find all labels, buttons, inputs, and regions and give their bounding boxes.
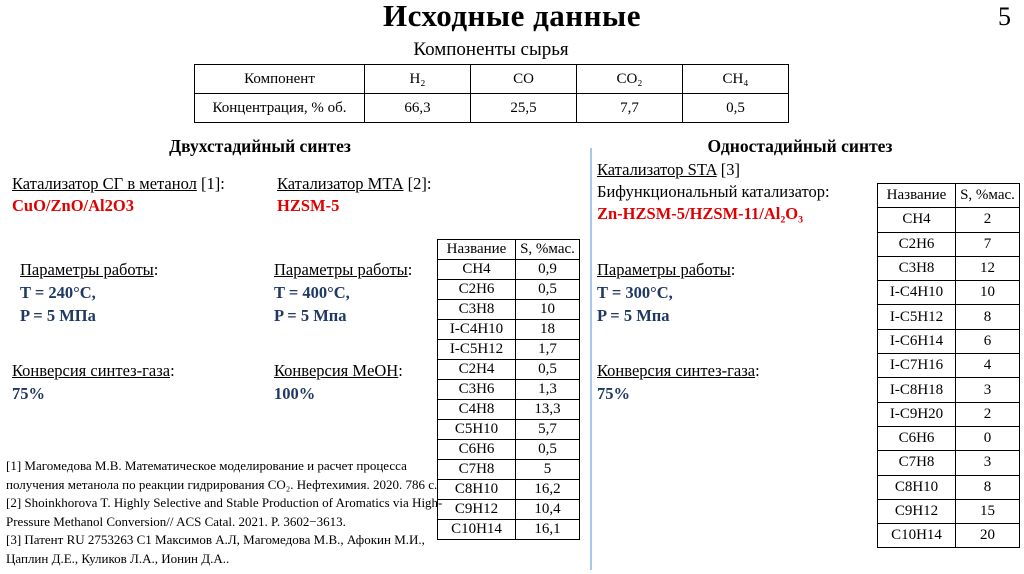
selectivity-cell: C10H14 [878,524,956,548]
selectivity-row [438,360,580,380]
selectivity-row [878,329,1020,353]
selectivity-row [878,232,1020,256]
selectivity-cell: I-C9H20 [878,402,956,426]
selectivity-cell: C4H8 [438,400,516,420]
feed-data-row [195,94,789,123]
selectivity-cell: C3H6 [438,380,516,400]
reference-marker: [3] [716,160,740,179]
selectivity-cell: I-C6H14 [878,329,956,353]
feed-table-caption: Компоненты сырья [413,39,569,60]
selectivity-row [878,354,1020,378]
selectivity-cell: 10,4 [516,500,580,520]
feed-value: 0,5 [683,94,789,123]
selectivity-row [438,440,580,460]
selectivity-row [878,256,1020,280]
params-label: Параметры работы: [597,260,736,279]
selectivity-cell: C9H12 [878,499,956,523]
params-stage1-block [20,258,158,327]
selectivity-row [878,475,1020,499]
selectivity-cell: 2 [956,208,1020,232]
selectivity-row [438,320,580,340]
feed-row-label: Концентрация, % об. [195,94,365,123]
reference-marker: [1]: [196,174,225,193]
selectivity-cell: 1,7 [516,340,580,360]
selectivity-cell: 2 [956,402,1020,426]
selectivity-row [438,420,580,440]
two-stage-catalyst-sg-block [12,173,225,217]
selectivity-cell: 8 [956,475,1020,499]
catalyst-sg-name: CuO/ZnO/Al2O3 [12,196,134,215]
two-stage-catalyst-mta-block [277,173,431,217]
conversion-label: Конверсия синтез-газа: [597,361,760,380]
selectivity-cell: 16,2 [516,480,580,500]
selectivity-row [878,378,1020,402]
selectivity-cell: 8 [956,305,1020,329]
selectivity-cell: C7H8 [878,451,956,475]
page-title: Исходные данные [382,0,641,33]
selectivity-row [438,520,580,540]
selectivity-cell: CH4 [438,260,516,280]
selectivity-cell: 5,7 [516,420,580,440]
reference-marker: [2]: [403,174,432,193]
feed-header-row [195,65,789,94]
conversion-syngas-block [12,359,175,405]
page-number: 5 [998,2,1011,31]
catalyst-mta-name: HZSM-5 [277,196,340,215]
selectivity-cell: 13,3 [516,400,580,420]
selectivity-cell: 10 [956,281,1020,305]
selectivity-cell: 7 [956,232,1020,256]
conversion-value: 100% [274,384,316,403]
selectivity-cell: 0 [956,426,1020,450]
selectivity-cell: I-C4H10 [878,281,956,305]
selectivity-column-header: S, %мас. [956,184,1020,208]
references-block [6,457,448,569]
selectivity-cell: I-C5H12 [878,305,956,329]
selectivity-cell: I-C5H12 [438,340,516,360]
selectivity-cell: I-C8H18 [878,378,956,402]
bifunctional-label: Бифункциональный катализатор: [597,182,830,201]
selectivity-cell: 10 [516,300,580,320]
feed-column-header: CO [471,65,577,94]
conversion-syngas-one-stage-block [597,359,760,405]
catalyst-sta-label: Катализатор STA [3] [597,160,740,179]
selectivity-cell: 18 [516,320,580,340]
conversion-value: 75% [597,384,630,403]
selectivity-cell: 15 [956,499,1020,523]
selectivity-cell: 6 [956,329,1020,353]
selectivity-column-header: Название [438,240,516,260]
conversion-label: Конверсия MeOH: [274,361,403,380]
selectivity-cell: C6H6 [438,440,516,460]
temperature-value: T = 240°C, [20,283,96,302]
selectivity-cell: CH4 [878,208,956,232]
conversion-meoh-block [274,359,403,405]
reference: [1] Магомедова М.В. Математическое моделирование и расчет процесса получения метанола по реакции гидрирования CO₂. Нефтехимия. 2020. 786 с. [6,458,438,492]
selectivity-cell: 0,5 [516,280,580,300]
feed-value: 66,3 [365,94,471,123]
feed-column-header: CH₄ [683,65,789,94]
feed-column-header: CO₂ [577,65,683,94]
selectivity-cell: 4 [956,354,1020,378]
selectivity-header-row [878,184,1020,208]
pressure-value: P = 5 Мпа [274,306,347,325]
selectivity-cell: C8H10 [438,480,516,500]
selectivity-cell: I-C4H10 [438,320,516,340]
selectivity-row [878,281,1020,305]
selectivity-row [438,400,580,420]
selectivity-table-one-stage [877,183,1020,548]
temperature-value: T = 400°C, [274,283,350,302]
pressure-value: P = 5 Мпа [597,306,670,325]
one-stage-heading: Одностадийный синтез [707,136,893,156]
two-stage-heading: Двухстадийный синтез [169,136,351,156]
selectivity-cell: 3 [956,451,1020,475]
feed-column-header: Компонент [195,65,365,94]
selectivity-header-row [438,240,580,260]
selectivity-row [438,480,580,500]
reference: [3] Патент RU 2753263 C1 Максимов А.Л, Магомедова М.В., Афокин М.И., Цаплин Д.Е., Куликов Л.А., Ионин Д.А.. [6,532,425,566]
one-stage-catalyst-block [597,159,830,225]
selectivity-row [878,305,1020,329]
params-one-stage-block [597,258,735,327]
selectivity-row [878,426,1020,450]
selectivity-row [438,300,580,320]
selectivity-cell: C2H6 [878,232,956,256]
feed-value: 25,5 [471,94,577,123]
selectivity-row [438,460,580,480]
conversion-label: Конверсия синтез-газа: [12,361,175,380]
section-divider [590,148,592,570]
selectivity-cell: 3 [956,378,1020,402]
reference: [2] Shoinkhorova T. Highly Selective and Stable Production of Aromatics via High-Pressure Methanol Conversion// ACS Catal. 2021. P. 3602−3613. [6,495,443,529]
catalyst-sg-label: Катализатор СГ в метанол [1]: [12,174,225,193]
conversion-value: 75% [12,384,45,403]
selectivity-cell: C3H8 [878,256,956,280]
selectivity-cell: C5H10 [438,420,516,440]
feed-components-table [194,64,789,123]
selectivity-cell: C9H12 [438,500,516,520]
selectivity-cell: 16,1 [516,520,580,540]
selectivity-cell: C2H4 [438,360,516,380]
selectivity-row [438,260,580,280]
selectivity-cell: C8H10 [878,475,956,499]
selectivity-cell: 20 [956,524,1020,548]
params-stage2-block [274,258,412,327]
feed-column-header: H₂ [365,65,471,94]
params-label: Параметры работы: [20,260,159,279]
selectivity-cell: I-C7H16 [878,354,956,378]
selectivity-row [438,280,580,300]
selectivity-column-header: S, %мас. [516,240,580,260]
selectivity-row [878,524,1020,548]
selectivity-row [438,500,580,520]
selectivity-cell: 12 [956,256,1020,280]
selectivity-column-header: Название [878,184,956,208]
selectivity-row [878,402,1020,426]
selectivity-row [438,380,580,400]
selectivity-cell: C10H14 [438,520,516,540]
selectivity-cell: C2H6 [438,280,516,300]
selectivity-cell: 0,5 [516,440,580,460]
selectivity-cell: 0,9 [516,260,580,280]
feed-value: 7,7 [577,94,683,123]
selectivity-cell: C6H6 [878,426,956,450]
pressure-value: P = 5 МПа [20,306,96,325]
selectivity-row [878,499,1020,523]
selectivity-cell: 5 [516,460,580,480]
temperature-value: T = 300°C, [597,283,673,302]
selectivity-cell: 0,5 [516,360,580,380]
selectivity-row [878,451,1020,475]
selectivity-table-two-stage [437,239,580,540]
selectivity-cell: 1,3 [516,380,580,400]
selectivity-cell: C7H8 [438,460,516,480]
selectivity-row [438,340,580,360]
params-label: Параметры работы: [274,260,413,279]
selectivity-row [878,208,1020,232]
bifunctional-catalyst-name: Zn-HZSM-5/HZSM-11/Al₂O₃ [597,204,804,223]
selectivity-cell: C3H8 [438,300,516,320]
catalyst-mta-label: Катализатор МТА [2]: [277,174,432,193]
